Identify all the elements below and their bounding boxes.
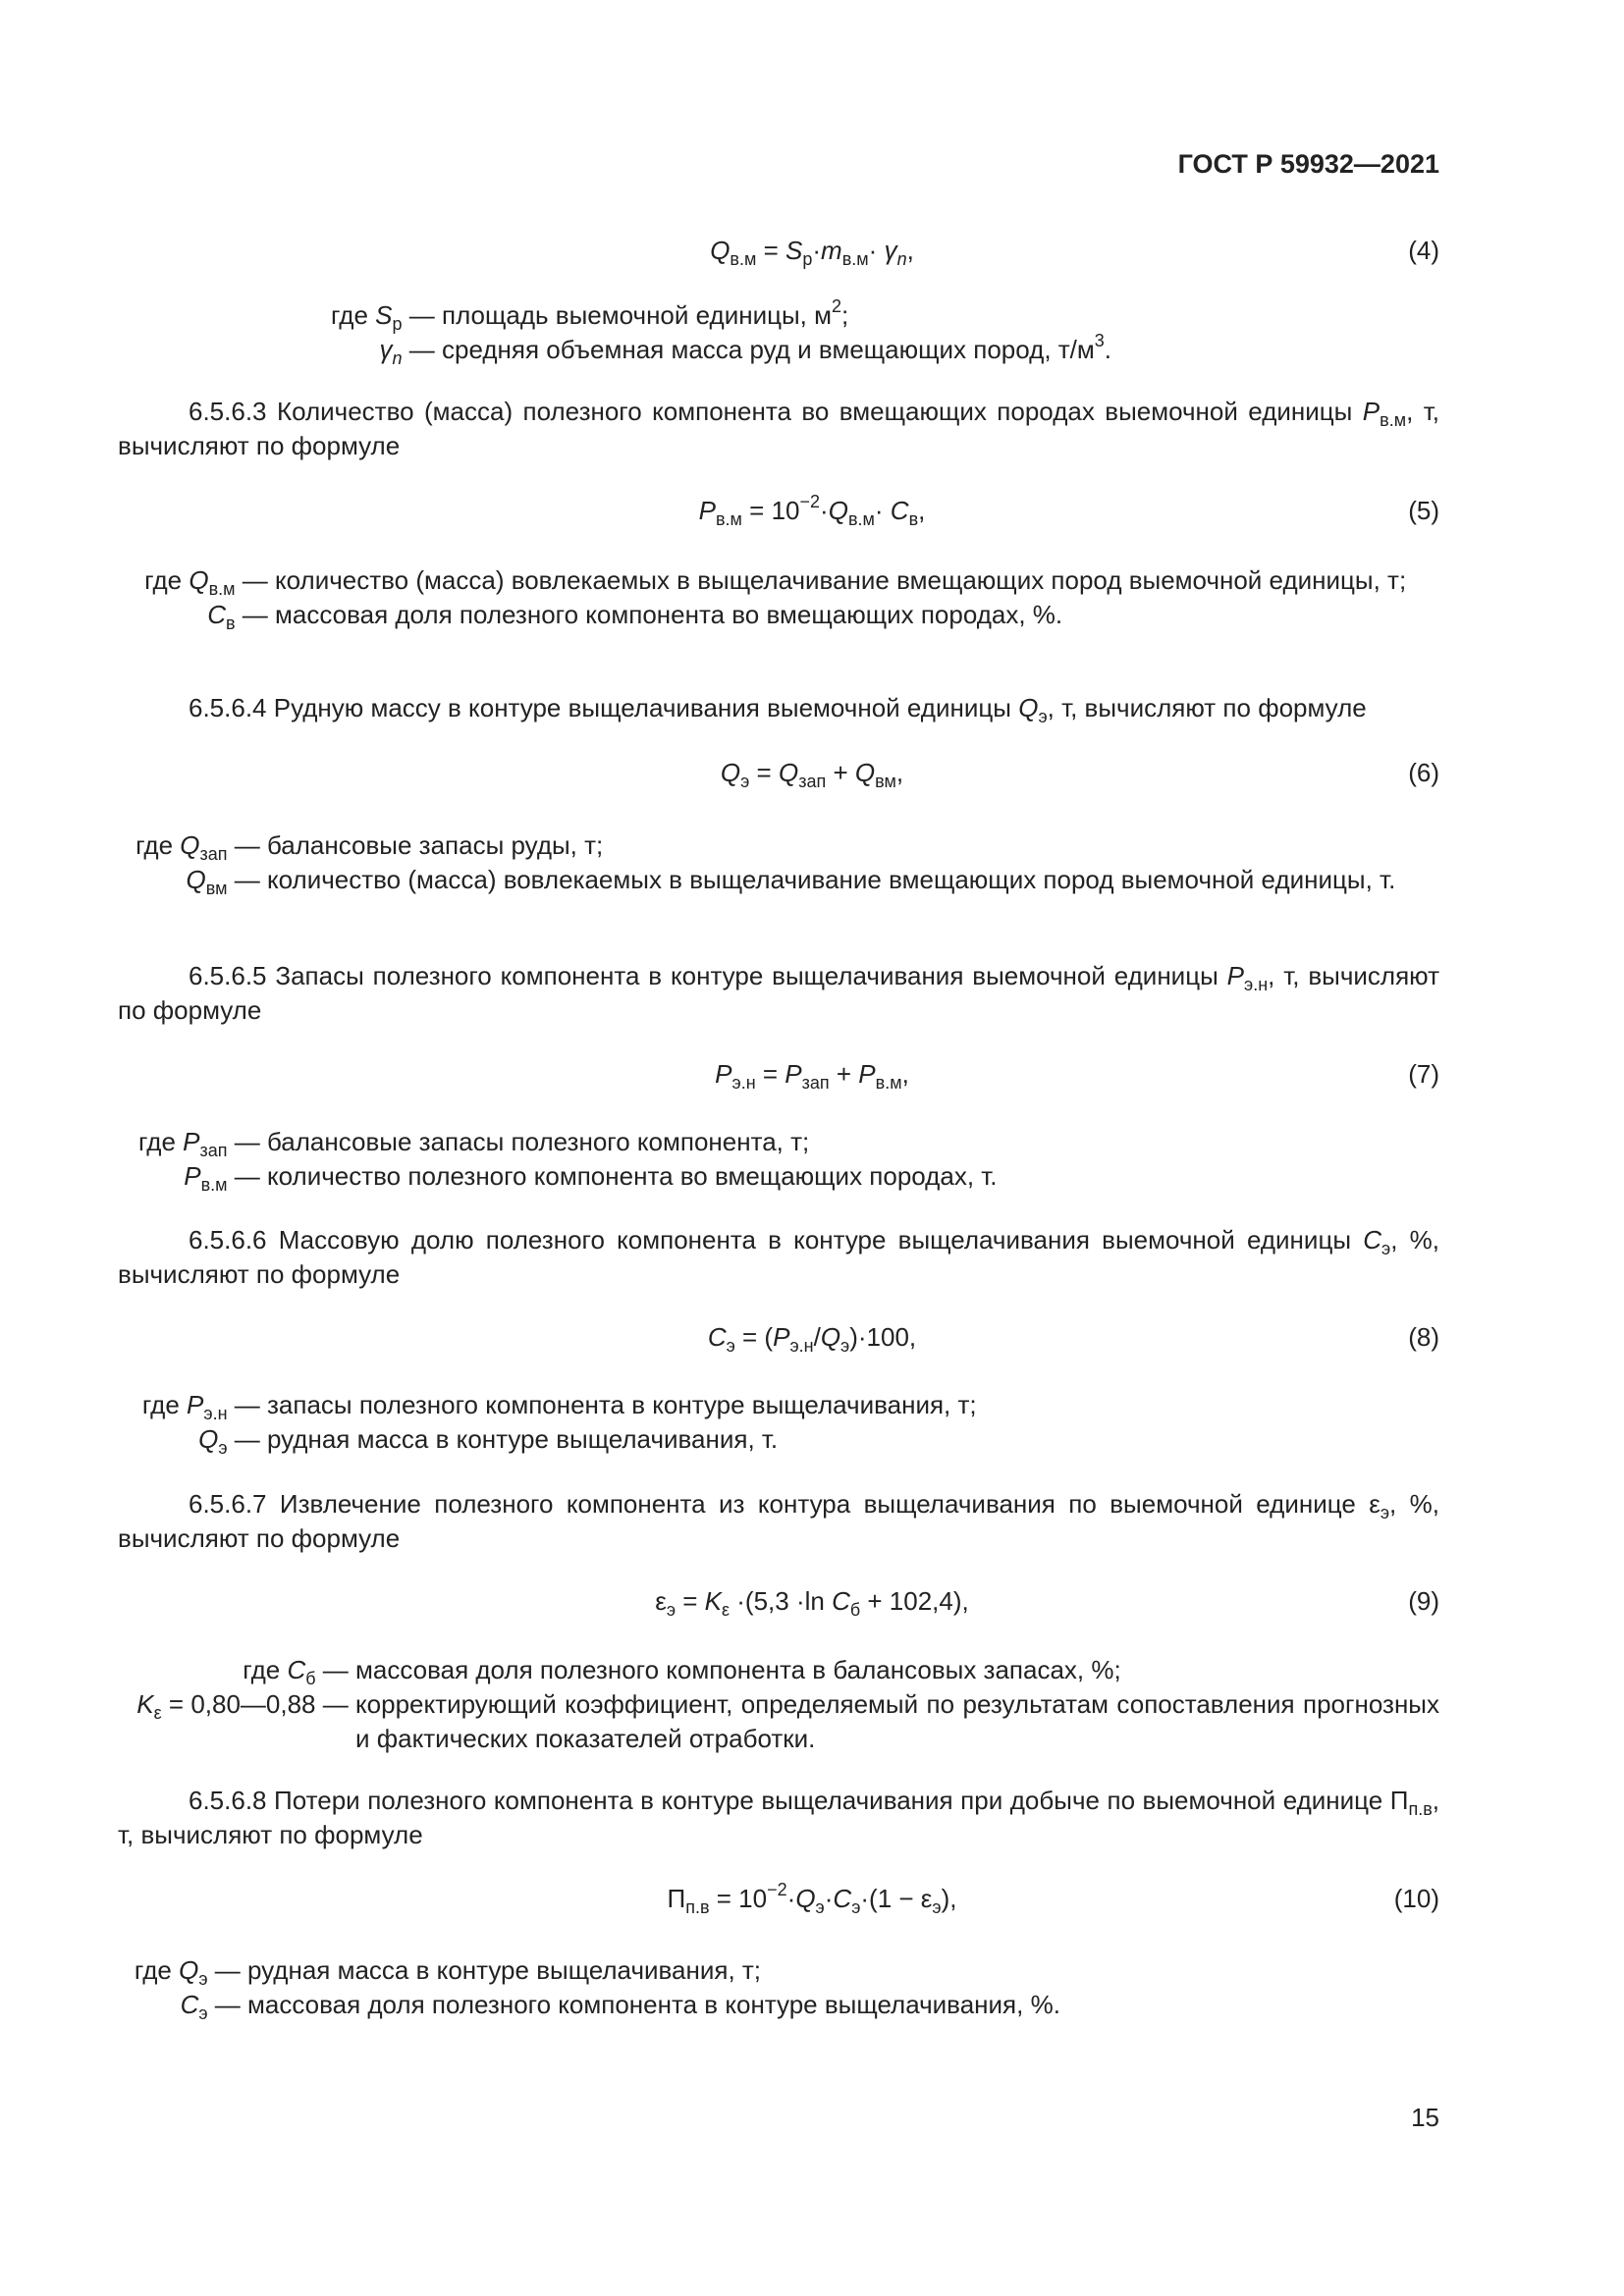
definition-list <box>118 1388 1439 1457</box>
definition-item: где $P_{зап}$ — балансовые запасы полезного компонента, т; <box>137 1127 810 1160</box>
formula-5: $P_{в.м} = 10^{-2}\cdot Q_{в.м}\cdot C_в$, <box>698 492 926 529</box>
formula-number: (5) <box>1408 496 1439 525</box>
definition-item: где $Q_э$ — рудная масса в контуре выщелачивания, т; <box>134 1955 762 1989</box>
paragraph-6-5-6-4: 6.5.6.4 Рудную массу в контуре выщелачивания выемочной единицы $Q_э$, т, вычисляют по формуле <box>189 693 1367 726</box>
formula-8: $C_э = (P_{э.н}/Q_э)\cdot 100$, <box>707 1322 917 1356</box>
formula-number: (9) <box>1408 1586 1439 1616</box>
formula-7: $P_{э.н} = P_{зап} + P_{в.м}$, <box>715 1059 909 1093</box>
definition-list <box>118 1125 1439 1194</box>
formula-4: $Q_{в.м} = S_р\cdot m_{в.м}\cdot \gamma_n$, <box>710 236 914 269</box>
paragraph-6-5-6-6: 6.5.6.6 Массовую долю полезного компонента в контуре выщелачивания выемочной единицы $C_э$, %, вычисляют по формуле <box>118 1225 1439 1289</box>
formula-number: (4) <box>1408 236 1439 265</box>
formula-number: (10) <box>1393 1884 1439 1913</box>
definition-list <box>118 1653 1439 1756</box>
formula-9: $\varepsilon_э = K_\varepsilon \cdot(5,3 \cdot\ln$ $C_б + 102,4$), <box>655 1586 969 1620</box>
definition-item: $P_{в.м}$ — количество полезного компонента во вмещающих породах, т. <box>184 1161 998 1195</box>
definition-item: $Q_{вм}$ — количество (масса) вовлекаемых в выщелачивание вмещающих пород выемочной единицы, т. <box>186 865 1396 898</box>
definition-list <box>118 1953 1439 2022</box>
definition-list <box>118 563 1439 632</box>
definition-item: где $S_р$ — площадь выемочной единицы, $м^2$; <box>330 296 849 334</box>
definition-item: где $Q_{в.м}$ — количество (масса) вовлекаемых в выщелачивание вмещающих пород выемочной единицы, т; <box>144 565 1407 599</box>
definition-item: $\gamma_n$ — средняя объемная масса руд и вмещающих пород, $т/м^3$. <box>379 331 1112 368</box>
formula-number: (7) <box>1408 1059 1439 1089</box>
definition-item: $Q_э$ — рудная масса в контуре выщелачивания, т. <box>198 1424 779 1458</box>
formula-6: $Q_э = Q_{зап} + Q_{вм}$, <box>720 758 904 791</box>
definition-item: $C_в$ — массовая доля полезного компонента во вмещающих породах, %. <box>207 600 1063 633</box>
paragraph-6-5-6-5: 6.5.6.5 Запасы полезного компонента в контуре выщелачивания выемочной единицы $P_{э.н}$, т, вычисляют по формуле <box>118 961 1440 1025</box>
formula-number: (8) <box>1408 1322 1439 1352</box>
definition-item: где $C_б$ — массовая доля полезного компонента в балансовых запасах, %; <box>243 1655 1121 1688</box>
standard-header: ГОСТ Р 59932—2021 <box>1177 149 1439 179</box>
definition-list <box>118 828 1439 897</box>
definition-item: где $Q_{зап}$ — балансовые запасы руды, т; <box>135 830 604 864</box>
definition-item: где $P_{э.н}$ — запасы полезного компонента в контуре выщелачивания, т; <box>141 1390 977 1423</box>
page-number: 15 <box>1411 2103 1439 2132</box>
definition-item: $K_\varepsilon$ = 0,80—0,88 — корректирующий коэффициент, определяемый по результатам сопоставления прогнозных и фактических показателей отработки. <box>136 1689 1439 1753</box>
formula-number: (6) <box>1408 758 1439 787</box>
paragraph-6-5-6-7: 6.5.6.7 Извлечение полезного компонента из контура выщелачивания по выемочной единице $\varepsilon_э$, %, вычисляют по формуле <box>118 1489 1439 1553</box>
formula-10: $П_{п.в} = 10^{-2}\cdot Q_э\cdot C_э\cdot(1 - \varepsilon_э)$, <box>667 1880 957 1917</box>
definition-list <box>118 298 1439 367</box>
definition-item: $C_э$ — массовая доля полезного компонента в контуре выщелачивания, %. <box>180 1990 1060 2023</box>
paragraph-6-5-6-8: 6.5.6.8 Потери полезного компонента в контуре выщелачивания при добыче по выемочной единице $П_{п.в}$, т, вычисляют по формуле <box>118 1786 1439 1849</box>
paragraph-6-5-6-3: 6.5.6.3 Количество (масса) полезного компонента во вмещающих породах выемочной единицы $P_{в.м}$, т, вычисляют по формуле <box>118 397 1439 460</box>
